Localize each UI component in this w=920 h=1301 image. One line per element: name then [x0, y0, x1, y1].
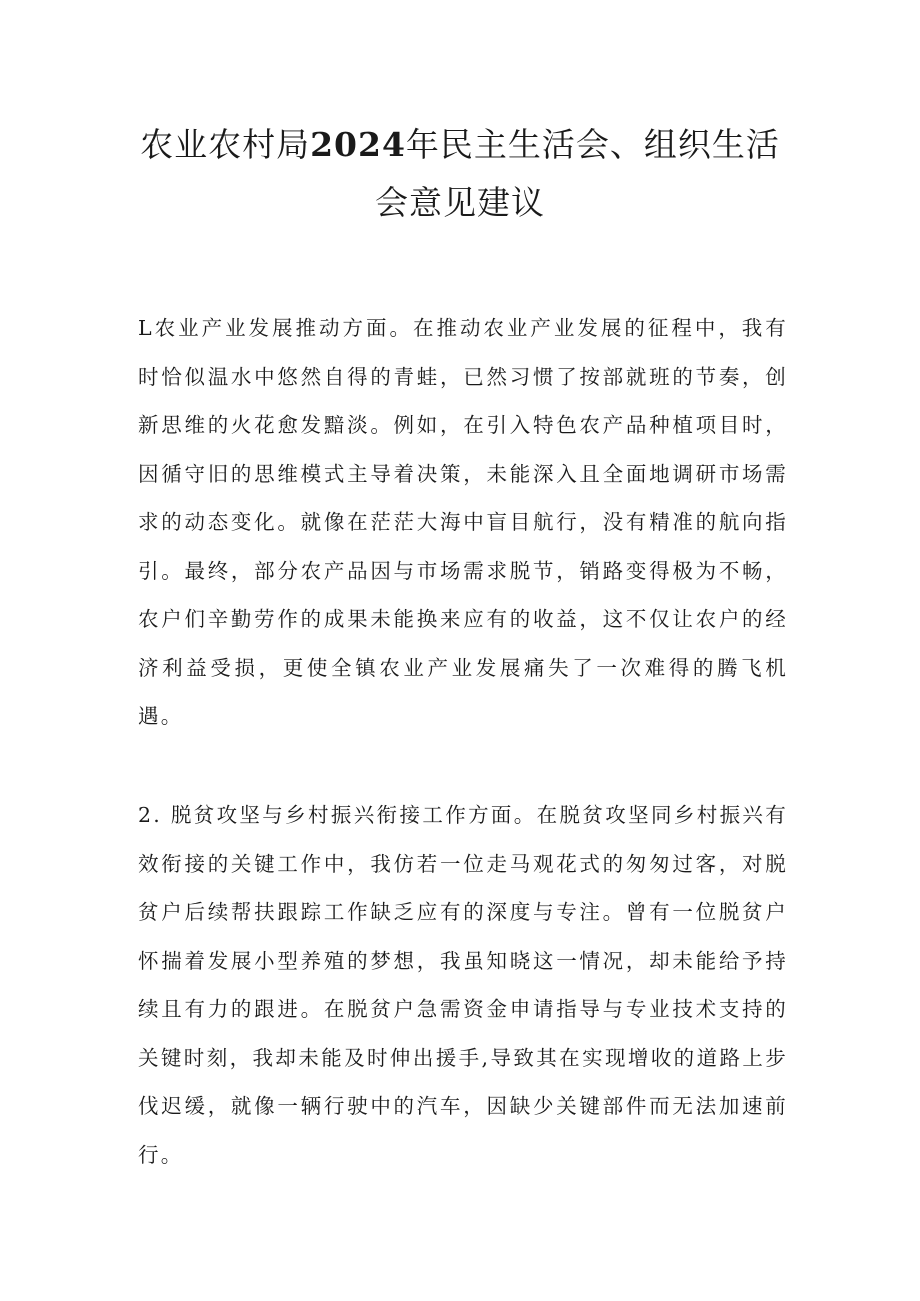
title-text-part-2: 年民主生活会、组织生活 — [405, 125, 780, 164]
title-year: 2024 — [310, 125, 406, 164]
title-line-1 — [100, 116, 820, 174]
title-line-2: 会意见建议 — [375, 183, 545, 222]
paragraph-poverty-alleviation: 2. 脱贫攻坚与乡村振兴衔接工作方面。在脱贫攻坚同乡村振兴有效衔接的关键工作中，我仿若一位走马观花式的匆匆过客，对脱贫户后续帮扶跟踪工作缺乏应有的深度与专注。曾有一位脱贫户怀揣着发展小型养殖的梦想，我虽知晓这一情况，却未能给予持续且有力的跟进。在脱贫户急需资金申请指导与专业技术支持的关键时刻，我却未能及时伸出援手,导致其在实现增收的道路上步伐迟缓，就像一辆行驶中的汽车，因缺少关键部件而无法加速前行。 — [138, 803, 788, 1167]
document-title — [100, 116, 820, 232]
title-text-part-1: 农业农村局 — [140, 125, 311, 164]
paragraph-agricultural-industry: L农业产业发展推动方面。在推动农业产业发展的征程中，我有时恰似温水中悠然自得的青蛙，已然习惯了按部就班的节奏，创新思维的火花愈发黯淡。例如，在引入特色农产品种植项目时，因循守旧的思维模式主导着决策，未能深入且全面地调研市场需求的动态变化。就像在茫茫大海中盲目航行，没有精准的航向指引。最终，部分农产品因与市场需求脱节，销路变得极为不畅，农户们辛勤劳作的成果未能换来应有的收益，这不仅让农户的经济利益受损，更使全镇农业产业发展痛失了一次难得的腾飞机遇。 — [138, 316, 788, 728]
